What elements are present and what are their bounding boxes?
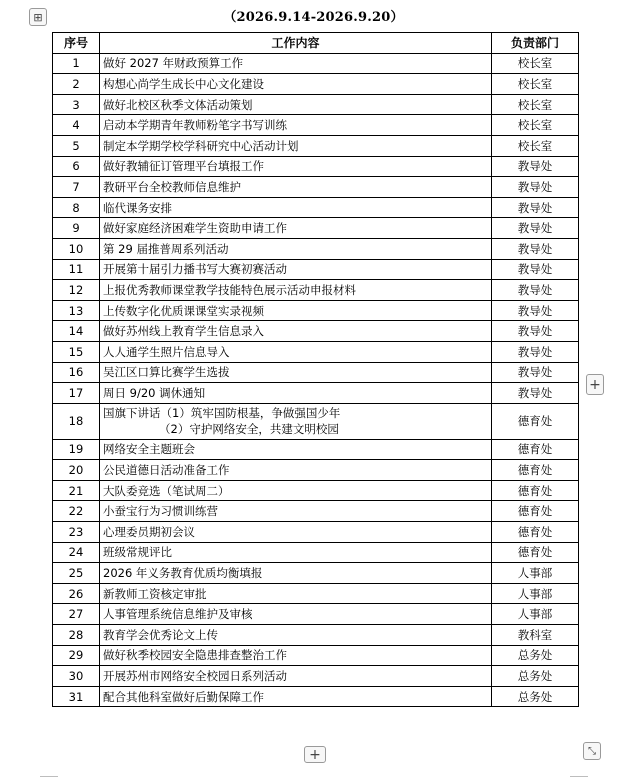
cell-task[interactable]: 配合其他科室做好后勤保障工作 [100, 686, 492, 707]
header-task: 工作内容 [100, 33, 492, 54]
add-row-button[interactable]: + [304, 746, 326, 763]
table-body [53, 53, 579, 707]
cell-task[interactable]: 启动本学期青年教师粉笔字书写训练 [100, 115, 492, 136]
cell-task[interactable]: 小蚕宝行为习惯训练营 [100, 501, 492, 522]
cell-no[interactable]: 31 [53, 686, 100, 707]
page-edge-mark-left [40, 776, 58, 777]
table-row [53, 460, 579, 481]
schedule-table [52, 32, 579, 707]
cell-dept[interactable]: 教导处 [492, 300, 579, 321]
cell-dept[interactable]: 人事部 [492, 563, 579, 584]
table-row [53, 583, 579, 604]
cell-no[interactable]: 24 [53, 542, 100, 563]
cell-dept[interactable]: 德育处 [492, 439, 579, 460]
cell-dept[interactable]: 校长室 [492, 53, 579, 74]
cell-no[interactable]: 14 [53, 321, 100, 342]
cell-no[interactable]: 3 [53, 94, 100, 115]
cell-dept[interactable]: 德育处 [492, 501, 579, 522]
cell-dept[interactable]: 总务处 [492, 666, 579, 687]
cell-no[interactable]: 6 [53, 156, 100, 177]
cell-no[interactable]: 5 [53, 135, 100, 156]
cell-no[interactable]: 1 [53, 53, 100, 74]
cell-dept[interactable]: 校长室 [492, 74, 579, 95]
cell-dept[interactable]: 总务处 [492, 645, 579, 666]
cell-task[interactable]: 做好苏州线上教育学生信息录入 [100, 321, 492, 342]
cell-task[interactable]: 第 29 届推普周系列活动 [100, 238, 492, 259]
cell-dept[interactable]: 教导处 [492, 280, 579, 301]
table-row [53, 522, 579, 543]
cell-dept[interactable]: 教导处 [492, 197, 579, 218]
cell-task[interactable]: 临代课务安排 [100, 197, 492, 218]
cell-dept[interactable]: 总务处 [492, 686, 579, 707]
table-resize-icon[interactable]: ⤡ [583, 742, 601, 760]
cell-task[interactable]: 制定本学期学校学科研究中心活动计划 [100, 135, 492, 156]
cell-no[interactable]: 2 [53, 74, 100, 95]
table-row [53, 53, 579, 74]
cell-no[interactable]: 8 [53, 197, 100, 218]
cell-no[interactable]: 16 [53, 362, 100, 383]
cell-task[interactable]: 网络安全主题班会 [100, 439, 492, 460]
table-row [53, 383, 579, 404]
cell-no[interactable]: 13 [53, 300, 100, 321]
table-row [53, 321, 579, 342]
cell-no[interactable]: 4 [53, 115, 100, 136]
cell-task[interactable]: 教育学会优秀论文上传 [100, 625, 492, 646]
cell-dept[interactable]: 教导处 [492, 156, 579, 177]
cell-task[interactable]: 做好北校区秋季文体活动策划 [100, 94, 492, 115]
table-row [53, 94, 579, 115]
cell-no[interactable]: 26 [53, 583, 100, 604]
table-row [53, 604, 579, 625]
table-row [53, 280, 579, 301]
cell-dept[interactable]: 德育处 [492, 403, 579, 439]
table-row [53, 666, 579, 687]
cell-task[interactable]: 公民道德日活动准备工作 [100, 460, 492, 481]
table-row [53, 74, 579, 95]
cell-no[interactable]: 18 [53, 403, 100, 439]
cell-dept[interactable]: 德育处 [492, 460, 579, 481]
cell-dept[interactable]: 教导处 [492, 362, 579, 383]
cell-task[interactable]: 大队委竞选（笔试周二） [100, 480, 492, 501]
cell-dept[interactable]: 教导处 [492, 218, 579, 239]
cell-dept[interactable]: 校长室 [492, 135, 579, 156]
page-title: （2026.9.14-2026.9.20） [223, 10, 404, 25]
header-no: 序号 [53, 33, 100, 54]
cell-dept[interactable]: 教导处 [492, 341, 579, 362]
cell-task[interactable] [100, 403, 492, 439]
cell-task[interactable]: 开展苏州市网络安全校园日系列活动 [100, 666, 492, 687]
table-row [53, 645, 579, 666]
cell-no[interactable]: 30 [53, 666, 100, 687]
table-row [53, 686, 579, 707]
table-row [53, 542, 579, 563]
cell-dept[interactable]: 德育处 [492, 522, 579, 543]
cell-dept[interactable]: 校长室 [492, 115, 579, 136]
table-row [53, 480, 579, 501]
cell-task[interactable]: 心理委员期初会议 [100, 522, 492, 543]
cell-dept[interactable]: 德育处 [492, 480, 579, 501]
cell-dept[interactable]: 人事部 [492, 583, 579, 604]
cell-task[interactable]: 构想心尚学生成长中心文化建设 [100, 74, 492, 95]
cell-no[interactable]: 25 [53, 563, 100, 584]
cell-no[interactable]: 29 [53, 645, 100, 666]
cell-task[interactable]: 做好家庭经济困难学生资助申请工作 [100, 218, 492, 239]
cell-no[interactable]: 15 [53, 341, 100, 362]
cell-task[interactable]: 人事管理系统信息维护及审核 [100, 604, 492, 625]
cell-dept[interactable]: 教导处 [492, 177, 579, 198]
cell-task[interactable]: 周日 9/20 调休通知 [100, 383, 492, 404]
table-row [53, 156, 579, 177]
table-row [53, 439, 579, 460]
cell-task[interactable]: 人人通学生照片信息导入 [100, 341, 492, 362]
cell-dept[interactable]: 教科室 [492, 625, 579, 646]
cell-dept[interactable]: 德育处 [492, 542, 579, 563]
table-row [53, 362, 579, 383]
cell-no[interactable]: 10 [53, 238, 100, 259]
table-row [53, 300, 579, 321]
cell-task[interactable]: 上报优秀教师课堂教学技能特色展示活动申报材料 [100, 280, 492, 301]
cell-task[interactable]: 吴江区口算比赛学生选拔 [100, 362, 492, 383]
cell-dept[interactable]: 人事部 [492, 604, 579, 625]
cell-no[interactable]: 9 [53, 218, 100, 239]
cell-dept[interactable]: 教导处 [492, 259, 579, 280]
cell-task[interactable]: 做好 2027 年财政预算工作 [100, 53, 492, 74]
cell-task[interactable]: 做好秋季校园安全隐患排查整治工作 [100, 645, 492, 666]
table-row [53, 403, 579, 439]
cell-no[interactable]: 20 [53, 460, 100, 481]
table-row [53, 501, 579, 522]
cell-task[interactable]: 做好教辅征订管理平台填报工作 [100, 156, 492, 177]
table-move-handle-icon[interactable]: ⊞ [29, 8, 47, 26]
table-row [53, 177, 579, 198]
table-row [53, 115, 579, 136]
cell-task-line: （2）守护网络安全，共建文明校园 [159, 422, 339, 437]
table-row [53, 259, 579, 280]
cell-no[interactable]: 28 [53, 625, 100, 646]
cell-no[interactable]: 21 [53, 480, 100, 501]
table-row [53, 238, 579, 259]
add-column-button[interactable]: + [586, 374, 604, 395]
table-row [53, 197, 579, 218]
cell-no[interactable]: 27 [53, 604, 100, 625]
table-row [53, 341, 579, 362]
table-row [53, 625, 579, 646]
cell-task-line: 国旗下讲话（1）筑牢国防根基，争做强国少年 [103, 406, 341, 421]
cell-task[interactable]: 2026 年义务教育优质均衡填报 [100, 563, 492, 584]
cell-task[interactable]: 班级常规评比 [100, 542, 492, 563]
cell-no[interactable]: 17 [53, 383, 100, 404]
table-row [53, 135, 579, 156]
cell-dept[interactable]: 校长室 [492, 94, 579, 115]
cell-task[interactable]: 上传数字化优质课课堂实录视频 [100, 300, 492, 321]
cell-no[interactable]: 7 [53, 177, 100, 198]
cell-dept[interactable]: 教导处 [492, 383, 579, 404]
cell-dept[interactable]: 教导处 [492, 238, 579, 259]
table-row [53, 218, 579, 239]
page-edge-mark-right [570, 776, 588, 777]
cell-no[interactable]: 12 [53, 280, 100, 301]
cell-no[interactable]: 19 [53, 439, 100, 460]
cell-no[interactable]: 22 [53, 501, 100, 522]
header-dept: 负责部门 [492, 33, 579, 54]
table-header-row [53, 33, 579, 54]
cell-task[interactable]: 开展第十届引力播书写大赛初赛活动 [100, 259, 492, 280]
table-row [53, 563, 579, 584]
cell-dept[interactable]: 教导处 [492, 321, 579, 342]
cell-no[interactable]: 11 [53, 259, 100, 280]
cell-task[interactable]: 新教师工资核定审批 [100, 583, 492, 604]
cell-task[interactable]: 教研平台全校教师信息维护 [100, 177, 492, 198]
cell-no[interactable]: 23 [53, 522, 100, 543]
